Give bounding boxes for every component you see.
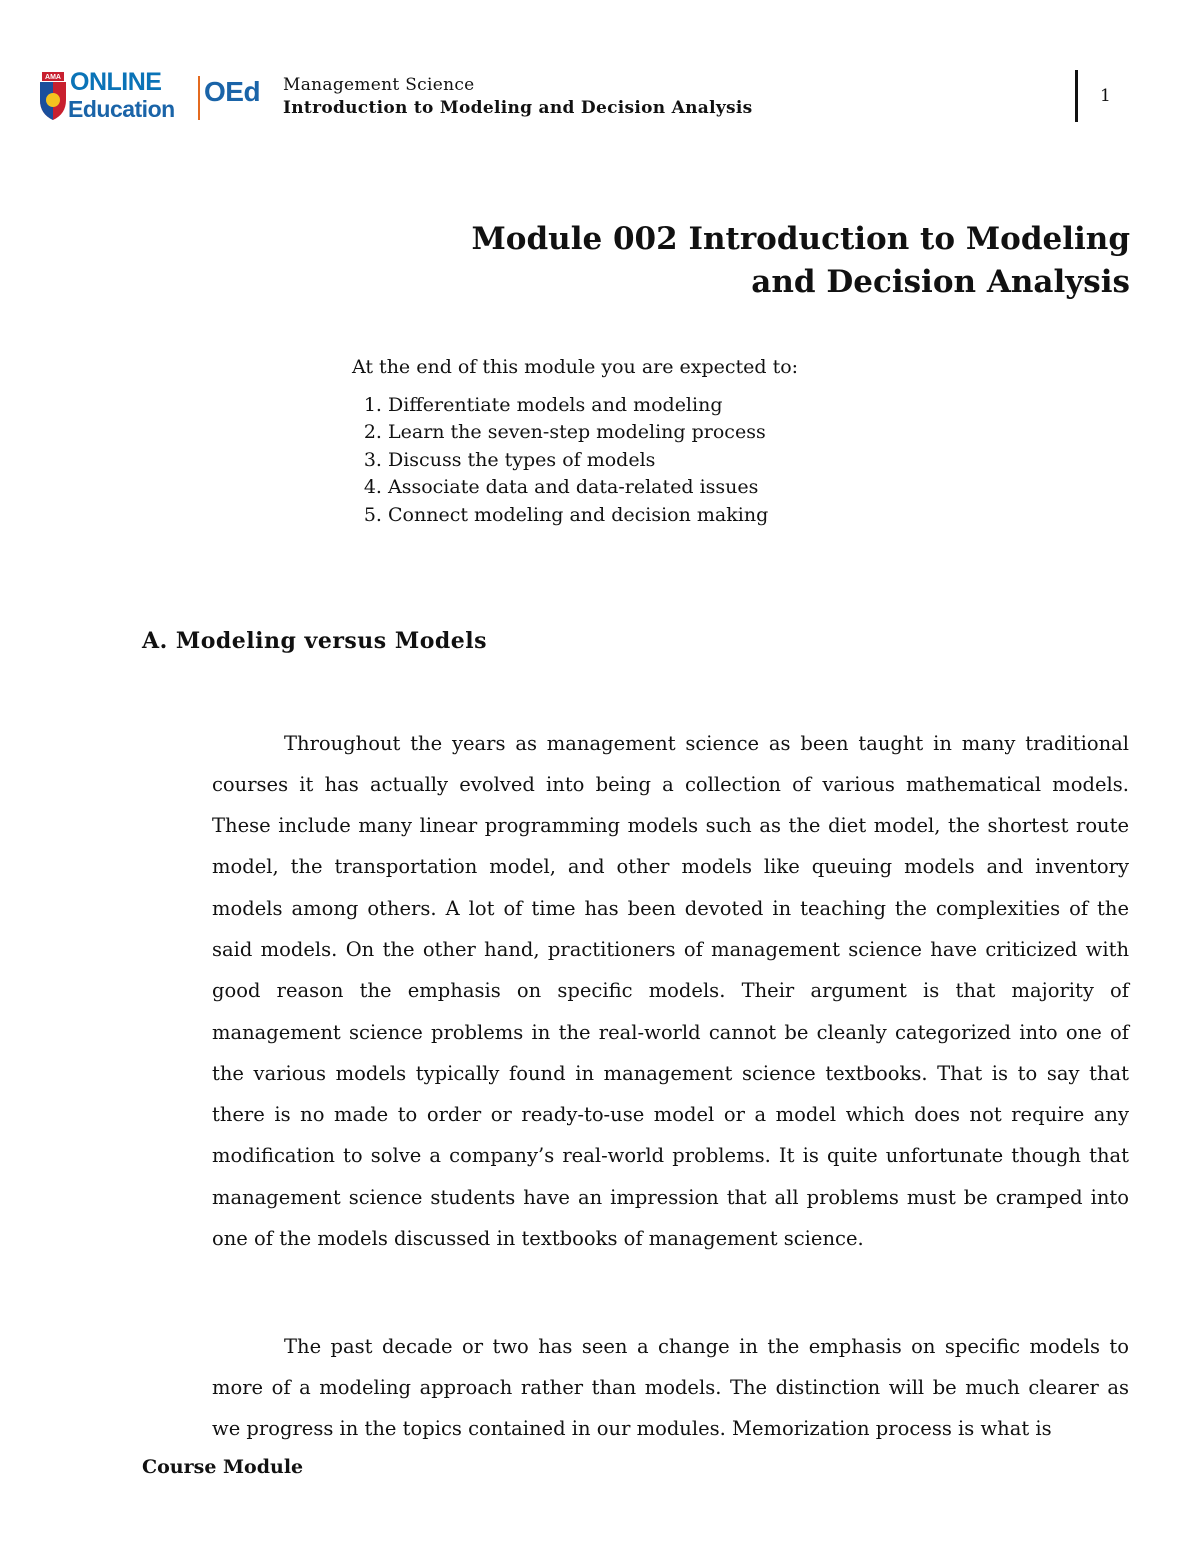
online-education-logo (38, 70, 278, 126)
course-title: Management Science (283, 75, 475, 95)
list-item: 4. Associate data and data-related issues (388, 474, 798, 502)
body-paragraph: Throughout the years as management science as been taught in many traditional courses it has actually evolved into being a collection of various mathematical models. These include many linear programming models such as the diet model, the shortest route model, the transportation model, and other models like queuing models and inventory models among others. A lot of time has been devoted in teaching the complexities of the said models. On the other hand, practitioners of management science have criticized with good reason the emphasis on specific models. Their argument is that majority of management science problems in the real-world cannot be cleanly categorized into one of the various models typically found in management science textbooks. That is to say that there is no made to order or ready-to-use model or a model which does not require any modification to solve a company’s real-world problems. It is quite unfortunate though that management science students have an impression that all problems must be cramped into one of the models discussed in textbooks of management science. (212, 731, 1129, 1251)
body-paragraph: The past decade or two has seen a change in the emphasis on specific models to more of a modeling approach rather than models. The distinction will be much clearer as we progress in the topics contained in our modules. Memorization process is what is (212, 1334, 1129, 1441)
header-divider (1075, 70, 1078, 122)
module-title-line1: Module 002 Introduction to Modeling (471, 221, 1130, 257)
footer-label: Course Module (142, 1456, 304, 1478)
module-title (471, 218, 1130, 304)
logo-mark-text: AMA (45, 74, 61, 81)
logo-word-oed: OEd (204, 76, 261, 107)
logo-word-education: Education (68, 96, 175, 122)
page-number: 1 (1100, 86, 1111, 106)
shield-crest-icon (38, 70, 68, 120)
list-item: 2. Learn the seven-step modeling process (388, 419, 798, 447)
module-title-line2: and Decision Analysis (751, 264, 1130, 300)
section-heading: A. Modeling versus Models (142, 628, 487, 654)
objectives-intro: At the end of this module you are expected to: (352, 356, 799, 378)
logo-divider (198, 76, 200, 120)
list-item: 1. Differentiate models and modeling (388, 392, 798, 420)
list-item: 3. Discuss the types of models (388, 447, 798, 475)
objectives-list (352, 392, 798, 530)
logo-word-online: ONLINE (70, 68, 162, 96)
course-subtitle: Introduction to Modeling and Decision Analysis (283, 98, 753, 118)
list-item: 5. Connect modeling and decision making (388, 502, 798, 530)
page-header (0, 0, 1200, 140)
course-info (283, 74, 753, 120)
learning-objectives (352, 354, 798, 529)
